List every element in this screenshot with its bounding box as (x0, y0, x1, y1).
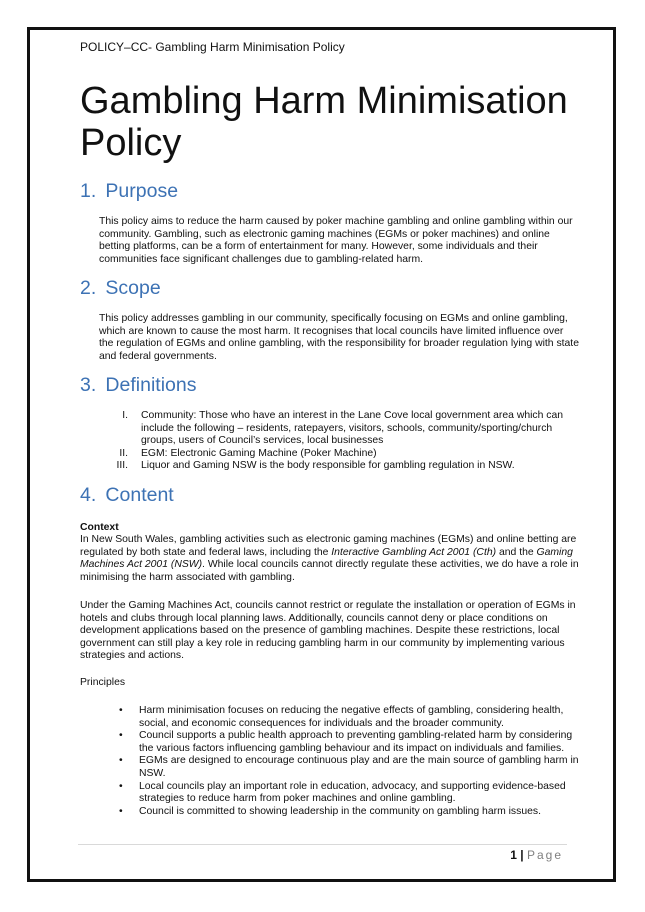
principles-label: Principles (80, 677, 126, 688)
list-marker: II. (119, 447, 128, 459)
definition-item (80, 448, 580, 461)
section-title: Definitions (105, 374, 197, 396)
list-item (80, 781, 580, 806)
footer-divider (78, 844, 567, 845)
definition-text: Liquor and Gaming NSW is the body responsible for gambling regulation in NSW. (141, 460, 515, 472)
definition-text: EGM: Electronic Gaming Machine (Poker Machine) (141, 447, 377, 459)
list-marker: I. (122, 410, 128, 421)
bullet-marker: • (119, 805, 123, 817)
section-title: Scope (105, 277, 161, 299)
context-paragraph-2: Under the Gaming Machines Act, councils cannot restrict or regulate the installation or operation of EGMs in hotels and clubs through local planning laws. Additionally, councils cannot deny or place conditions on development applications based on the presence of gambling machines. Despite these restrictions, local government can still play a key role in reducing gambling harm in our community by implementing various strategies and actions. (80, 600, 576, 662)
principle-text: Harm minimisation focuses on reducing the negative effects of gambling, considering health, social, and economic consequences for individuals and the broader community. (139, 705, 564, 729)
principle-text: Council is committed to showing leadership in the community on gambling harm issues. (139, 805, 541, 817)
section-number: 1. (80, 180, 97, 202)
footer-separator: | (520, 848, 524, 862)
definition-text: Community: Those who have an interest in the Lane Cove local government area which can include the following – residents, ratepayers, visitors, schools, community/sporting/church groups, users of Council’s services, local businesses (141, 410, 564, 447)
act-citation: Interactive Gambling Act 2001 (Cth) (331, 546, 497, 558)
section-heading-scope (80, 277, 161, 299)
context-text: In New South Wales, gambling activities such as electronic gaming machines (EGMs) and online betting are regulated by both state and federal laws, including the (80, 534, 577, 558)
purpose-paragraph: This policy aims to reduce the harm caused by poker machine gambling and online gambling within our community. Gambling, such as electronic gaming machines (EGMs or poker machines) and online betting platforms, can be a form of entertainment for many. However, some individuals and their communities face significant challenges due to gambling-related harm. (99, 216, 573, 265)
bullet-marker: • (119, 780, 123, 792)
section-heading-content (80, 484, 174, 506)
page-number: 1 (510, 848, 517, 862)
page-footer (510, 848, 563, 862)
document-page (27, 27, 616, 882)
section-heading-purpose (80, 180, 178, 202)
bullet-marker: • (119, 755, 123, 767)
principle-text: Local councils play an important role in education, advocacy, and supporting evidence-based strategies to reduce harm from poker machines and online gambling. (139, 780, 566, 805)
list-item (80, 755, 580, 780)
definition-item (80, 410, 580, 448)
bullet-marker: • (119, 705, 123, 716)
context-text: . While local councils cannot directly regulate these activities, we do have a role in minimising the harm associated with gambling. (80, 559, 579, 583)
context-text: and the (496, 546, 537, 558)
definition-item (80, 460, 580, 473)
principles-list (80, 705, 580, 818)
list-marker: III. (116, 460, 128, 472)
list-item (80, 730, 580, 755)
page-label: Page (526, 848, 563, 862)
principle-text: Council supports a public health approach to preventing gambling-related harm by considering the various factors influencing gambling behaviour and its impact on individuals and families. (139, 730, 573, 754)
context-label: Context (80, 522, 119, 533)
context-paragraph-1 (80, 534, 580, 584)
section-heading-definitions (80, 374, 196, 396)
definitions-list (80, 410, 580, 473)
bullet-marker: • (119, 730, 123, 742)
list-item (80, 806, 580, 819)
running-header: POLICY–CC- Gambling Harm Minimisation Policy (80, 40, 345, 54)
section-title: Purpose (105, 180, 179, 202)
principle-text: EGMs are designed to encourage continuous play and are the main source of gambling harm in NSW. (139, 755, 579, 779)
section-number: 3. (80, 374, 97, 396)
page-title: Gambling Harm Minimisation Policy (80, 80, 568, 164)
scope-paragraph: This policy addresses gambling in our community, specifically focusing on EGMs and online gambling, which are known to cause the most harm. It recognises that local councils have limited influence over the regulation of EGMs and online gambling, with the responsibility for broader regulation lying with state and federal governments. (99, 313, 579, 362)
act-citation: Gaming Machines Act 2001 (NSW) (80, 546, 573, 571)
section-title: Content (105, 484, 174, 506)
list-item (80, 705, 580, 730)
section-number: 4. (80, 484, 97, 506)
section-number: 2. (80, 277, 97, 299)
